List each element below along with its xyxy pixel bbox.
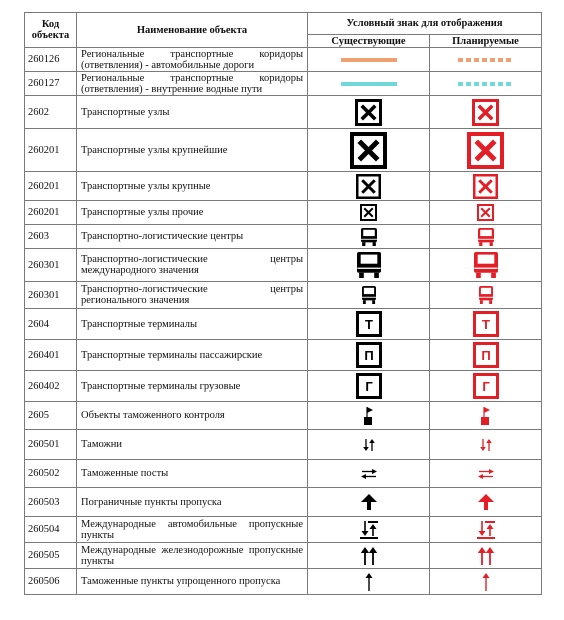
x-box-small-existing xyxy=(360,204,377,221)
line-water-existing xyxy=(341,81,397,87)
letter-box-existing xyxy=(356,373,382,399)
object-code: 260505 xyxy=(25,543,77,569)
object-code: 260127 xyxy=(25,72,77,96)
object-name: Транспортно-логистические центры регионального значения xyxy=(77,282,308,309)
object-code: 260201 xyxy=(25,172,77,201)
svg-text:Т: Т xyxy=(364,317,373,332)
object-code: 2603 xyxy=(25,225,77,249)
svg-text:Г: Г xyxy=(364,379,373,394)
table-row xyxy=(25,340,542,371)
object-code: 260501 xyxy=(25,430,77,460)
letter-box-planned xyxy=(473,311,499,337)
x-box-large-planned xyxy=(467,132,504,169)
existing-symbol xyxy=(308,48,430,72)
planned-symbol xyxy=(430,371,542,402)
existing-symbol xyxy=(308,72,430,96)
existing-symbol xyxy=(308,172,430,201)
object-name: Таможенные посты xyxy=(77,460,308,488)
existing-symbol xyxy=(308,517,430,543)
object-name: Транспортные терминалы xyxy=(77,309,308,340)
svg-text:П: П xyxy=(480,348,491,363)
object-name: Транспортно-логистические центры xyxy=(77,225,308,249)
x-box-small-planned xyxy=(477,204,494,221)
arrows-left-right-icon-planned xyxy=(478,468,494,480)
planned-symbol xyxy=(430,488,542,517)
object-name: Региональные транспортные коридоры (ответвления) - внутренние водные пути xyxy=(77,72,308,96)
x-box-large-existing xyxy=(350,132,387,169)
existing-symbol xyxy=(308,488,430,517)
planned-symbol xyxy=(430,517,542,543)
planned-symbol xyxy=(430,402,542,430)
existing-symbol xyxy=(308,225,430,249)
table-row xyxy=(25,96,542,129)
letter-box-planned xyxy=(473,342,499,368)
planned-symbol xyxy=(430,201,542,225)
table-row xyxy=(25,402,542,430)
header-code: Код объекта xyxy=(25,13,77,48)
object-name: Пограничные пункты пропуска xyxy=(77,488,308,517)
existing-symbol xyxy=(308,543,430,569)
object-name: Международные автомобильные пропускные пункты xyxy=(77,517,308,543)
existing-symbol xyxy=(308,460,430,488)
table-row xyxy=(25,460,542,488)
planned-symbol xyxy=(430,309,542,340)
existing-symbol xyxy=(308,569,430,595)
planned-symbol xyxy=(430,249,542,282)
x-box-existing xyxy=(355,99,382,126)
planned-symbol xyxy=(430,72,542,96)
letter-box-planned xyxy=(473,373,499,399)
existing-symbol xyxy=(308,201,430,225)
object-code: 260126 xyxy=(25,48,77,72)
table-row xyxy=(25,488,542,517)
bus-icon-planned xyxy=(477,228,495,246)
flag-icon-planned xyxy=(480,407,492,425)
header-name: Наименование объекта xyxy=(77,13,308,48)
existing-symbol xyxy=(308,402,430,430)
object-name: Таможенные пункты упрощенного пропуска xyxy=(77,569,308,595)
planned-symbol xyxy=(430,172,542,201)
existing-symbol xyxy=(308,96,430,129)
line-road-existing xyxy=(341,57,397,63)
existing-symbol xyxy=(308,129,430,172)
table-row xyxy=(25,249,542,282)
table-row xyxy=(25,430,542,460)
table-row xyxy=(25,282,542,309)
object-name: Международные железнодорожные пропускные пункты xyxy=(77,543,308,569)
object-code: 260301 xyxy=(25,282,77,309)
existing-symbol xyxy=(308,340,430,371)
line-road-planned xyxy=(458,57,514,63)
svg-text:Т: Т xyxy=(481,317,490,332)
object-name: Транспортные узлы прочие xyxy=(77,201,308,225)
planned-symbol xyxy=(430,460,542,488)
planned-symbol xyxy=(430,543,542,569)
up-arrow-icon-planned xyxy=(481,573,491,591)
planned-symbol xyxy=(430,569,542,595)
svg-text:П: П xyxy=(363,348,374,363)
object-name: Транспортные узлы крупные xyxy=(77,172,308,201)
object-name: Региональные транспортные коридоры (ответвления) - автомобильные дороги xyxy=(77,48,308,72)
table-row xyxy=(25,172,542,201)
planned-symbol xyxy=(430,48,542,72)
planned-symbol xyxy=(430,282,542,309)
letter-box-existing xyxy=(356,342,382,368)
bus-icon-small-existing xyxy=(361,286,377,304)
object-code: 260502 xyxy=(25,460,77,488)
planned-symbol xyxy=(430,96,542,129)
object-code: 260504 xyxy=(25,517,77,543)
table-row xyxy=(25,543,542,569)
object-code: 260503 xyxy=(25,488,77,517)
table-row xyxy=(25,517,542,543)
table-row xyxy=(25,48,542,72)
planned-symbol xyxy=(430,340,542,371)
existing-symbol xyxy=(308,282,430,309)
existing-symbol xyxy=(308,249,430,282)
table-row xyxy=(25,371,542,402)
bus-icon-small-planned xyxy=(478,286,494,304)
object-name: Таможни xyxy=(77,430,308,460)
existing-symbol xyxy=(308,430,430,460)
legend-table xyxy=(24,12,542,595)
arrows-left-right-icon-existing xyxy=(361,468,377,480)
table-row xyxy=(25,72,542,96)
header-symbol: Условный знак для отображения xyxy=(308,13,542,35)
bold-up-arrow-icon-planned xyxy=(478,494,494,510)
up-arrow-icon-existing xyxy=(364,573,374,591)
bus-icon-existing xyxy=(360,228,378,246)
table-row xyxy=(25,569,542,595)
object-code: 2602 xyxy=(25,96,77,129)
header-existing: Существующие xyxy=(308,35,430,48)
bus-icon-large-planned xyxy=(473,252,499,278)
planned-symbol xyxy=(430,225,542,249)
legend-body xyxy=(25,48,542,595)
object-code: 260506 xyxy=(25,569,77,595)
table-row xyxy=(25,129,542,172)
object-code: 260201 xyxy=(25,201,77,225)
object-name: Транспортные узлы xyxy=(77,96,308,129)
object-code: 260301 xyxy=(25,249,77,282)
object-code: 2604 xyxy=(25,309,77,340)
object-code: 260402 xyxy=(25,371,77,402)
double-up-arrow-icon-existing xyxy=(360,547,378,565)
object-code: 260401 xyxy=(25,340,77,371)
table-row xyxy=(25,201,542,225)
planned-symbol xyxy=(430,430,542,460)
object-code: 2605 xyxy=(25,402,77,430)
letter-box-existing xyxy=(356,311,382,337)
object-name: Транспортные терминалы грузовые xyxy=(77,371,308,402)
object-name: Транспортные узлы крупнейшие xyxy=(77,129,308,172)
bus-icon-large-existing xyxy=(356,252,382,278)
bold-up-arrow-icon-existing xyxy=(361,494,377,510)
header-planned: Планируемые xyxy=(430,35,542,48)
existing-symbol xyxy=(308,309,430,340)
object-code: 260201 xyxy=(25,129,77,172)
x-box-medium-planned xyxy=(473,174,498,199)
svg-text:Г: Г xyxy=(481,379,490,394)
arrows-up-down-icon-planned xyxy=(479,438,493,452)
planned-symbol xyxy=(430,129,542,172)
table-row xyxy=(25,309,542,340)
existing-symbol xyxy=(308,371,430,402)
table-row xyxy=(25,225,542,249)
flag-icon-existing xyxy=(363,407,375,425)
arrows-up-down-icon-existing xyxy=(362,438,376,452)
object-name: Транспортные терминалы пассажирские xyxy=(77,340,308,371)
double-up-arrow-icon-planned xyxy=(477,547,495,565)
x-box-planned xyxy=(472,99,499,126)
x-box-medium-existing xyxy=(356,174,381,199)
object-name: Транспортно-логистические центры международного значения xyxy=(77,249,308,282)
line-water-planned xyxy=(458,81,514,87)
object-name: Объекты таможенного контроля xyxy=(77,402,308,430)
arrows-bar-icon-existing xyxy=(360,521,378,539)
arrows-bar-icon-planned xyxy=(477,521,495,539)
